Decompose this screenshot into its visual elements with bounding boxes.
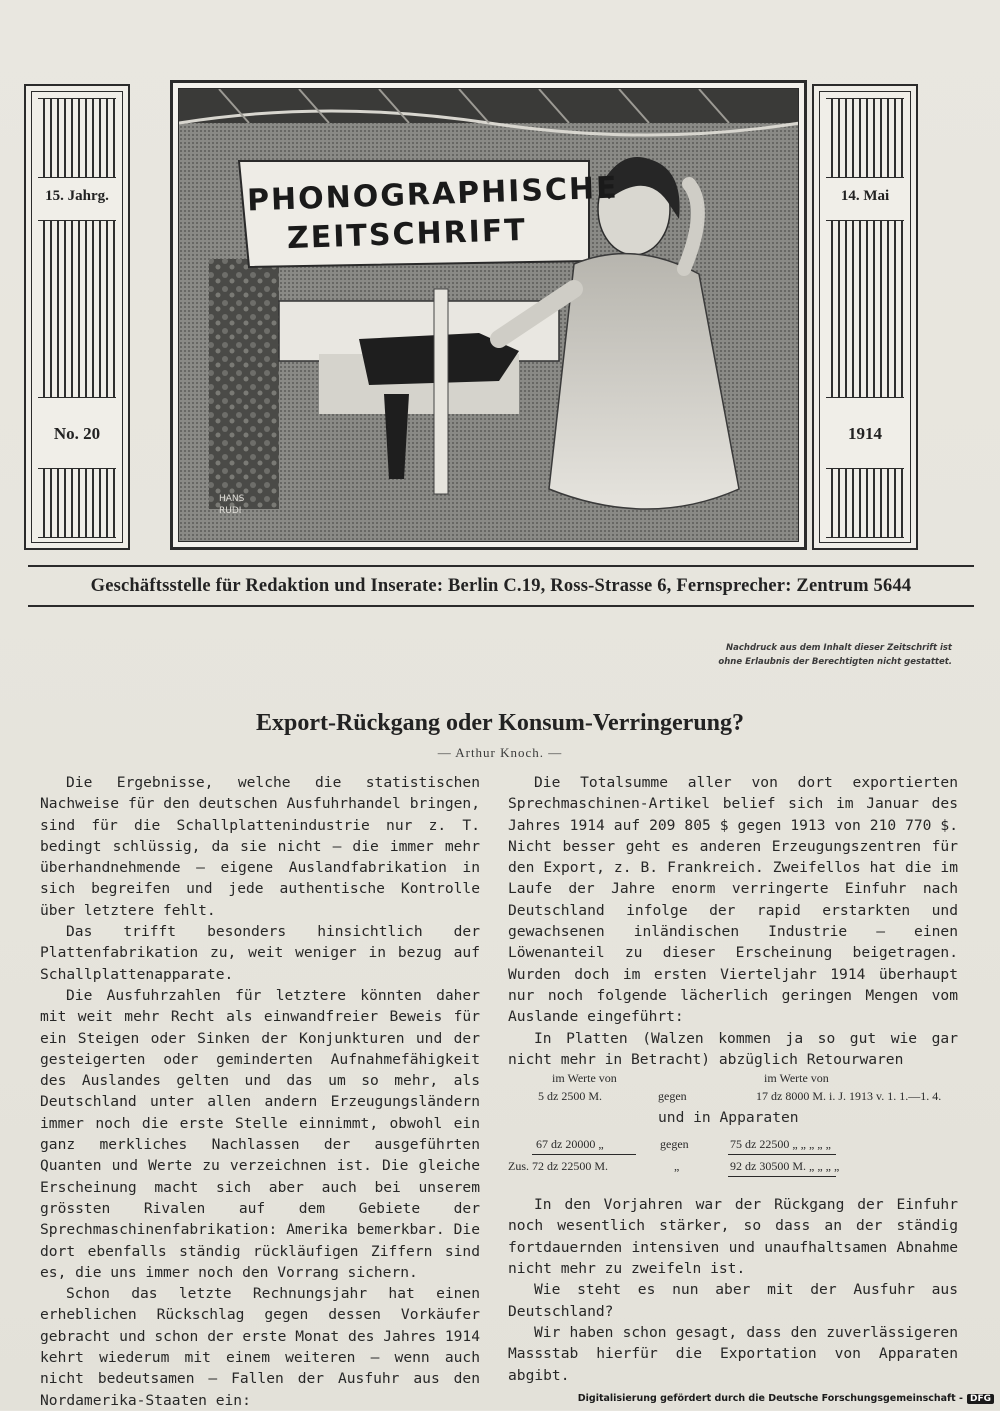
table-cell: 75 dz 22500 „ „ „ „ „	[730, 1137, 831, 1152]
import-table	[508, 1072, 958, 1190]
reprint-notice-line: Nachdruck aus dem Inhalt dieser Zeitschrift ist	[726, 643, 952, 653]
paragraph: Die Totalsumme aller von dort exportierten Sprechmaschinen-Artikel belief sich im Januar des Jahres 1914 auf 209 805 $ gegen 1913 von 210 770 $. Nicht besser geht es anderen Erzeugungszentren für den Export, z. B. Frankreich. Zweifellos hat die im Laufe der Jahre enorm verringerte Einfuhr nach Deutschland infolge der rapid erstarkten und gewachsenen inländischen Industrie — einen Löwenanteil zu dieser Erscheinung beigetragen. Wurden doch im ersten Vierteljahr 1914 überhaupt nur noch folgende lächerlich geringen Mengen vom Auslande eingeführt:	[508, 774, 958, 1026]
issue-date: 14. Mai	[820, 188, 910, 205]
reprint-notice	[718, 641, 952, 669]
table-cell: 92 dz 30500 M. „ „ „ „	[730, 1159, 840, 1174]
article-left-column	[40, 772, 480, 1411]
office-address: Geschäftsstelle für Redaktion und Inserate: Berlin C.19, Ross-Strasse 6, Fernsprecher: Zentrum 5644	[28, 565, 974, 607]
decorative-stripes	[826, 220, 904, 398]
paragraph: Das trifft besonders hinsichtlich der Plattenfabrikation zu, weit weniger in bezug auf Schallplattenapparate.	[40, 923, 480, 983]
paragraph: Die Ausfuhrzahlen für letztere könnten daher mit weit mehr Recht als einwandfreier Beweis für ein Steigen oder Sinken der Konjunkturen und der gesteigerten oder geminderten Aufnahmefähigkeit des Auslandes gelten und das um so mehr, als Deutschland unter allen andern Erzeugungsländern immer noch die erste Stelle einnimmt, obwohl ein ganz merkliches Nachlassen der ausgeführten Quanten und Werte zu verzeichnen ist. Die gleiche Erscheinung macht sich aber auch bei unserem grössten Rivalen auf dem Gebiete der Sprechmaschinenfabrikation: Amerika bemerkbar. Die dort ebenfalls ständig rückläufigen Ziffern sind es, die uns immer noch den Vorrang sichern.	[40, 986, 480, 1281]
paragraph: Die Ergebnisse, welche die statistischen Nachweise für den deutschen Ausfuhrhandel bringen, sind für die Schallplattenindustrie nur z. T. bedingt schlüssig, da sie nicht — die immer mehr überhandnehmende — eigene Auslandfabrikation in sich begreifen und jede authentische Kontrolle über letztere fehlt.	[40, 774, 480, 919]
masthead-title-line2: ZEITSCHRIFT	[286, 212, 528, 257]
dfg-logo: DFG	[967, 1394, 994, 1404]
table-cell: Zus. 72 dz 22500 M.	[508, 1159, 608, 1174]
table-section-label: und in Apparaten	[658, 1109, 799, 1127]
article-title: Export-Rückgang oder Konsum-Verringerung?	[255, 710, 745, 736]
table-cell: „	[674, 1159, 680, 1174]
svg-text:RUDI: RUDI	[219, 506, 242, 516]
table-cell: 17 dz 8000 M. i. J. 1913 v. 1. 1.—1. 4.	[756, 1089, 942, 1104]
art-nouveau-illustration	[179, 89, 799, 542]
table-header: im Werte von	[764, 1071, 829, 1086]
credit-text: Digitalisierung gefördert durch die Deutsche Forschungsgemeinschaft -	[577, 1393, 963, 1404]
table-rule	[532, 1154, 636, 1155]
paragraph: In Platten (Walzen kommen ja so gut wie gar nicht mehr in Betracht) abzüglich Retourwaren	[508, 1029, 958, 1068]
reprint-notice-line: ohne Erlaubnis der Berechtigten nicht gestattet.	[718, 657, 952, 667]
masthead-title-line1: PHONOGRAPHISCHE	[246, 170, 620, 219]
left-header-panel	[24, 84, 130, 550]
digitization-credit	[578, 1393, 1000, 1404]
table-cell: gegen	[660, 1137, 689, 1152]
decorative-stripes	[826, 468, 904, 538]
table-header: im Werte von	[552, 1071, 617, 1086]
issue-year: 1914	[820, 424, 910, 444]
masthead-illustration	[170, 80, 807, 550]
article-author: — Arthur Knoch. —	[437, 745, 563, 760]
article-right-column	[508, 772, 958, 1386]
decorative-stripes	[38, 220, 116, 398]
decorative-stripes	[826, 98, 904, 178]
volume-label: 15. Jahrg.	[32, 188, 122, 205]
issue-number: No. 20	[32, 424, 122, 444]
paragraph: In den Vorjahren war der Rückgang der Einfuhr noch wesentlich stärker, so dass an der ständig fortdauernden intensiven und unaufhaltsamen Abnahme nicht mehr zu zweifeln ist.	[508, 1196, 958, 1278]
decorative-stripes	[38, 468, 116, 538]
table-rule	[728, 1154, 836, 1155]
svg-text:HANS: HANS	[219, 494, 245, 504]
paragraph: Wir haben schon gesagt, dass den zuverlässigeren Massstab hierfür die Exportation von Apparaten abgibt.	[508, 1323, 958, 1384]
right-header-panel	[812, 84, 918, 550]
paragraph: Wie steht es nun aber mit der Ausfuhr aus Deutschland?	[508, 1281, 958, 1320]
paragraph: Schon das letzte Rechnungsjahr hat einen erheblichen Rückschlag gegen dessen Vorkäufer gebracht und schon der erste Monat des Jahres 1914 kehrt wiederum mit einem weiteren — wenn auch nicht bedeutsamen — Fallen der Ausfuhr aus den Nordamerika-Staaten ein:	[40, 1285, 480, 1409]
table-cell: 67 dz 20000 „	[536, 1137, 604, 1152]
decorative-stripes	[38, 98, 116, 178]
table-cell: 5 dz 2500 M.	[538, 1089, 602, 1104]
table-rule	[728, 1176, 836, 1177]
table-cell: gegen	[658, 1089, 687, 1104]
